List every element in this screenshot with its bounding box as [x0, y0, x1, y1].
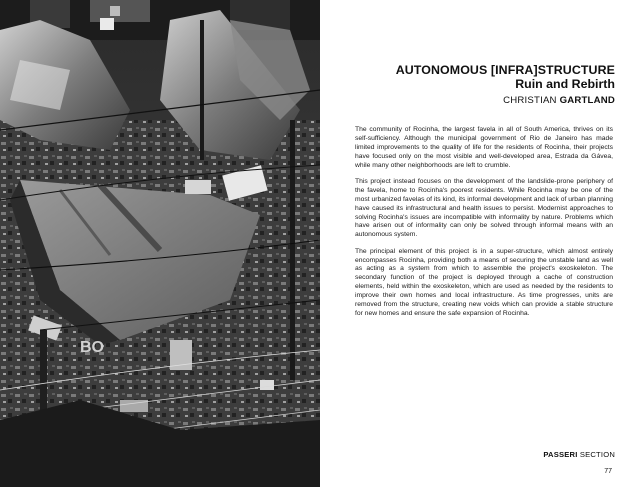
author-first-name: CHRISTIAN: [503, 95, 557, 106]
section-label-rest: SECTION: [579, 450, 615, 459]
article-title: AUTONOMOUS [INFRA]STRUCTURE: [395, 63, 615, 77]
photo-graffiti: BO: [80, 339, 104, 356]
author-last-name: GARTLAND: [559, 95, 615, 106]
article-subtitle: Ruin and Rebirth: [515, 77, 615, 91]
paragraph-2: This project instead focuses on the development of the landslide-prone periphery of the favela, home to Rocinha's poorest residents. While Rocinha may be one of the most urbanized favelas of its kind, its informal development and lack of urban planning have caused its infrastructural and health issues to persist. Modernist approaches to solving Rocinha's issues are incompatible with informality by nature. Problems which have arisen out of informality can only be solved through informal means with an autonomous system.: [355, 177, 613, 239]
article-page: [320, 0, 640, 487]
section-label: [543, 450, 615, 459]
article-author: [503, 95, 615, 107]
page-number: 77: [604, 468, 612, 475]
article-body: [355, 126, 613, 326]
section-label-bold: PASSERI: [543, 450, 578, 459]
paragraph-3: The principal element of this project is in a super-structure, which almost entirely encompasses Rocinha, providing both a means of securing the unstable land as well as acting as a system from which to assemble the project's exoskeleton. The secondary function of the project is deployed through a cache of construction elements, held within the exoskeleton, which are used as needed by the residents to improve their own homes and local infrastructure. As time progresses, units are removed from the structure, creating new voids which can provide a stable structure for new homes and ensure the safe expansion of Rocinha.: [355, 247, 613, 317]
paragraph-1: The community of Rocinha, the largest favela in all of South America, thrives on its self-sufficiency. Although the municipal government of Rio de Janeiro has made limited improvements to the quality of life for the residents of Rocinha, their projects have focused only on the most visible and well-developed area, Estrada da Gávea, while many other neighborhoods are left to crumble.: [355, 126, 613, 169]
